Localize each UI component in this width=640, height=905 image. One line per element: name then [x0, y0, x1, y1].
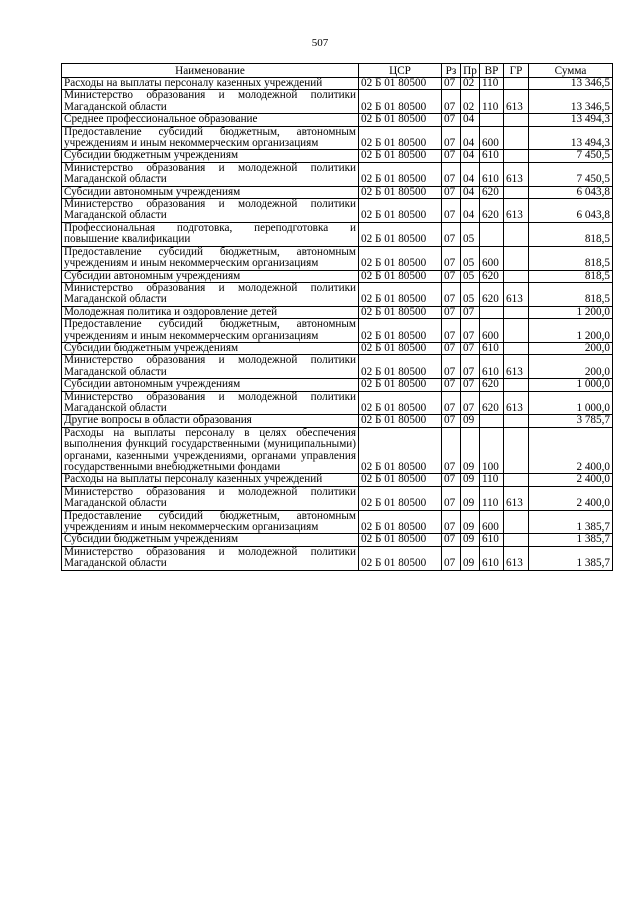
table-row: [62, 391, 613, 415]
row-csr-cell: 02 Б 01 80500: [359, 186, 442, 198]
row-vr-cell: 610: [480, 355, 504, 379]
row-gr-cell: [504, 126, 529, 150]
row-name-cell: Предоставление субсидий бюджетным, автономным учреждениям и иным некоммерческим организациям: [62, 510, 359, 534]
row-sum-cell: 6 043,8: [529, 186, 613, 198]
row-gr-cell: 613: [504, 199, 529, 223]
row-name-cell: Субсидии бюджетным учреждениям: [62, 150, 359, 162]
row-csr-cell: 02 Б 01 80500: [359, 199, 442, 223]
row-rz-cell: 07: [442, 246, 461, 270]
row-vr-cell: 600: [480, 510, 504, 534]
row-gr-cell: [504, 415, 529, 427]
row-name-cell: Молодежная политика и оздоровление детей: [62, 306, 359, 318]
row-rz-cell: 07: [442, 427, 461, 474]
row-sum-cell: 1 000,0: [529, 391, 613, 415]
row-pr-cell: 07: [461, 355, 480, 379]
row-sum-cell: 2 400,0: [529, 474, 613, 486]
page-number: 507: [311, 37, 329, 49]
row-pr-cell: 09: [461, 474, 480, 486]
column-header-csr: ЦСР: [359, 64, 442, 78]
column-header-rz: Рз: [442, 64, 461, 78]
row-sum-cell: 1 200,0: [529, 319, 613, 343]
row-sum-cell: 13 346,5: [529, 78, 613, 90]
row-pr-cell: 09: [461, 427, 480, 474]
row-csr-cell: 02 Б 01 80500: [359, 415, 442, 427]
row-rz-cell: 07: [442, 222, 461, 246]
row-name-cell: Субсидии автономным учреждениям: [62, 186, 359, 198]
row-vr-cell: 620: [480, 379, 504, 391]
table-row: [62, 186, 613, 198]
table-row: [62, 546, 613, 570]
row-csr-cell: 02 Б 01 80500: [359, 114, 442, 126]
row-rz-cell: 07: [442, 126, 461, 150]
row-gr-cell: [504, 379, 529, 391]
row-gr-cell: [504, 222, 529, 246]
row-csr-cell: 02 Б 01 80500: [359, 486, 442, 510]
row-pr-cell: 04: [461, 162, 480, 186]
row-name-cell: Субсидии автономным учреждениям: [62, 379, 359, 391]
row-sum-cell: 200,0: [529, 355, 613, 379]
table-row: [62, 486, 613, 510]
row-csr-cell: 02 Б 01 80500: [359, 342, 442, 354]
table-row: [62, 162, 613, 186]
row-vr-cell: 620: [480, 270, 504, 282]
table-row: [62, 126, 613, 150]
row-sum-cell: 818,5: [529, 282, 613, 306]
row-sum-cell: 13 346,5: [529, 90, 613, 114]
row-sum-cell: 1 385,7: [529, 534, 613, 546]
row-name-cell: Министерство образования и молодежной политики Магаданской области: [62, 546, 359, 570]
row-csr-cell: 02 Б 01 80500: [359, 427, 442, 474]
row-rz-cell: 07: [442, 162, 461, 186]
row-sum-cell: 7 450,5: [529, 162, 613, 186]
row-gr-cell: [504, 306, 529, 318]
row-rz-cell: 07: [442, 90, 461, 114]
column-header-sum: Сумма: [529, 64, 613, 78]
row-rz-cell: 07: [442, 415, 461, 427]
table-row: [62, 282, 613, 306]
table-row: [62, 78, 613, 90]
row-gr-cell: [504, 246, 529, 270]
row-pr-cell: 02: [461, 78, 480, 90]
row-csr-cell: 02 Б 01 80500: [359, 246, 442, 270]
row-vr-cell: 110: [480, 486, 504, 510]
row-gr-cell: 613: [504, 282, 529, 306]
row-sum-cell: 13 494,3: [529, 126, 613, 150]
row-name-cell: Субсидии автономным учреждениям: [62, 270, 359, 282]
row-csr-cell: 02 Б 01 80500: [359, 270, 442, 282]
row-pr-cell: 04: [461, 126, 480, 150]
row-pr-cell: 09: [461, 546, 480, 570]
row-sum-cell: 1 000,0: [529, 379, 613, 391]
row-pr-cell: 04: [461, 186, 480, 198]
column-header-name: Наименование: [62, 64, 359, 78]
row-rz-cell: 07: [442, 510, 461, 534]
table-body: [62, 78, 613, 571]
column-header-pr: Пр: [461, 64, 480, 78]
row-pr-cell: 07: [461, 391, 480, 415]
table-header-row: [62, 64, 613, 78]
row-name-cell: Министерство образования и молодежной политики Магаданской области: [62, 486, 359, 510]
row-vr-cell: 110: [480, 90, 504, 114]
row-sum-cell: 2 400,0: [529, 486, 613, 510]
row-csr-cell: 02 Б 01 80500: [359, 391, 442, 415]
row-sum-cell: 818,5: [529, 222, 613, 246]
row-name-cell: Среднее профессиональное образование: [62, 114, 359, 126]
row-csr-cell: 02 Б 01 80500: [359, 534, 442, 546]
row-sum-cell: 3 785,7: [529, 415, 613, 427]
row-csr-cell: 02 Б 01 80500: [359, 474, 442, 486]
row-vr-cell: 610: [480, 342, 504, 354]
row-gr-cell: [504, 270, 529, 282]
row-pr-cell: 07: [461, 379, 480, 391]
row-pr-cell: 05: [461, 222, 480, 246]
row-rz-cell: 07: [442, 342, 461, 354]
table-row: [62, 222, 613, 246]
row-rz-cell: 07: [442, 534, 461, 546]
row-sum-cell: 7 450,5: [529, 150, 613, 162]
table-row: [62, 342, 613, 354]
budget-table: [61, 63, 613, 571]
table-row: [62, 427, 613, 474]
row-sum-cell: 1 385,7: [529, 546, 613, 570]
row-name-cell: Профессиональная подготовка, переподготовка и повышение квалификации: [62, 222, 359, 246]
row-vr-cell: 100: [480, 427, 504, 474]
row-vr-cell: 600: [480, 319, 504, 343]
row-rz-cell: 07: [442, 474, 461, 486]
row-gr-cell: [504, 319, 529, 343]
row-rz-cell: 07: [442, 270, 461, 282]
row-rz-cell: 07: [442, 391, 461, 415]
table-row: [62, 199, 613, 223]
row-vr-cell: [480, 415, 504, 427]
row-gr-cell: [504, 78, 529, 90]
row-pr-cell: 09: [461, 534, 480, 546]
row-rz-cell: 07: [442, 78, 461, 90]
row-csr-cell: 02 Б 01 80500: [359, 90, 442, 114]
row-pr-cell: 09: [461, 415, 480, 427]
row-csr-cell: 02 Б 01 80500: [359, 319, 442, 343]
row-name-cell: Министерство образования и молодежной политики Магаданской области: [62, 355, 359, 379]
row-gr-cell: 613: [504, 355, 529, 379]
row-pr-cell: 07: [461, 319, 480, 343]
table-row: [62, 319, 613, 343]
table-row: [62, 379, 613, 391]
row-rz-cell: 07: [442, 199, 461, 223]
row-sum-cell: 200,0: [529, 342, 613, 354]
row-vr-cell: 620: [480, 199, 504, 223]
table-row: [62, 510, 613, 534]
row-csr-cell: 02 Б 01 80500: [359, 355, 442, 379]
row-pr-cell: 04: [461, 114, 480, 126]
row-csr-cell: 02 Б 01 80500: [359, 78, 442, 90]
row-vr-cell: 610: [480, 546, 504, 570]
row-pr-cell: 07: [461, 342, 480, 354]
row-pr-cell: 05: [461, 246, 480, 270]
row-vr-cell: [480, 114, 504, 126]
row-csr-cell: 02 Б 01 80500: [359, 222, 442, 246]
row-sum-cell: 1 385,7: [529, 510, 613, 534]
row-gr-cell: [504, 510, 529, 534]
column-header-gr: ГР: [504, 64, 529, 78]
row-name-cell: Предоставление субсидий бюджетным, автономным учреждениям и иным некоммерческим организациям: [62, 126, 359, 150]
row-gr-cell: 613: [504, 546, 529, 570]
row-sum-cell: 818,5: [529, 246, 613, 270]
row-vr-cell: 610: [480, 534, 504, 546]
column-header-vr: ВР: [480, 64, 504, 78]
row-rz-cell: 07: [442, 355, 461, 379]
row-gr-cell: [504, 150, 529, 162]
row-sum-cell: 818,5: [529, 270, 613, 282]
row-csr-cell: 02 Б 01 80500: [359, 282, 442, 306]
row-name-cell: Министерство образования и молодежной политики Магаданской области: [62, 391, 359, 415]
row-rz-cell: 07: [442, 319, 461, 343]
row-sum-cell: 1 200,0: [529, 306, 613, 318]
row-gr-cell: [504, 427, 529, 474]
row-sum-cell: 13 494,3: [529, 114, 613, 126]
row-pr-cell: 05: [461, 282, 480, 306]
row-gr-cell: [504, 474, 529, 486]
row-csr-cell: 02 Б 01 80500: [359, 162, 442, 186]
table-row: [62, 306, 613, 318]
row-rz-cell: 07: [442, 379, 461, 391]
row-gr-cell: [504, 114, 529, 126]
row-gr-cell: [504, 342, 529, 354]
row-csr-cell: 02 Б 01 80500: [359, 126, 442, 150]
row-pr-cell: 05: [461, 270, 480, 282]
table-row: [62, 114, 613, 126]
row-vr-cell: 110: [480, 78, 504, 90]
row-name-cell: Предоставление субсидий бюджетным, автономным учреждениям и иным некоммерческим организациям: [62, 246, 359, 270]
row-name-cell: Министерство образования и молодежной политики Магаданской области: [62, 90, 359, 114]
row-rz-cell: 07: [442, 186, 461, 198]
row-pr-cell: 02: [461, 90, 480, 114]
row-csr-cell: 02 Б 01 80500: [359, 150, 442, 162]
row-name-cell: Другие вопросы в области образования: [62, 415, 359, 427]
table-row: [62, 415, 613, 427]
row-gr-cell: 613: [504, 391, 529, 415]
row-vr-cell: [480, 222, 504, 246]
table-row: [62, 270, 613, 282]
row-csr-cell: 02 Б 01 80500: [359, 510, 442, 534]
row-gr-cell: [504, 186, 529, 198]
row-name-cell: Министерство образования и молодежной политики Магаданской области: [62, 162, 359, 186]
row-csr-cell: 02 Б 01 80500: [359, 379, 442, 391]
table-row: [62, 246, 613, 270]
row-pr-cell: 09: [461, 510, 480, 534]
row-pr-cell: 07: [461, 306, 480, 318]
row-name-cell: Расходы на выплаты персоналу в целях обеспечения выполнения функций государственными (муниципальными) органами, казенными учреждениями, органами управления государственными внебюджетными фондами: [62, 427, 359, 474]
row-sum-cell: 6 043,8: [529, 199, 613, 223]
table-row: [62, 355, 613, 379]
table-row: [62, 150, 613, 162]
table-row: [62, 534, 613, 546]
row-vr-cell: 620: [480, 391, 504, 415]
row-vr-cell: 600: [480, 246, 504, 270]
row-rz-cell: 07: [442, 546, 461, 570]
row-name-cell: Предоставление субсидий бюджетным, автономным учреждениям и иным некоммерческим организациям: [62, 319, 359, 343]
row-rz-cell: 07: [442, 486, 461, 510]
row-vr-cell: 600: [480, 126, 504, 150]
row-gr-cell: [504, 534, 529, 546]
row-csr-cell: 02 Б 01 80500: [359, 546, 442, 570]
table-row: [62, 90, 613, 114]
row-vr-cell: 620: [480, 282, 504, 306]
row-name-cell: Субсидии бюджетным учреждениям: [62, 534, 359, 546]
row-vr-cell: 610: [480, 150, 504, 162]
row-pr-cell: 04: [461, 150, 480, 162]
row-name-cell: Субсидии бюджетным учреждениям: [62, 342, 359, 354]
row-sum-cell: 2 400,0: [529, 427, 613, 474]
row-vr-cell: 620: [480, 186, 504, 198]
row-name-cell: Расходы на выплаты персоналу казенных учреждений: [62, 78, 359, 90]
row-gr-cell: 613: [504, 90, 529, 114]
row-name-cell: Расходы на выплаты персоналу казенных учреждений: [62, 474, 359, 486]
row-gr-cell: 613: [504, 486, 529, 510]
row-rz-cell: 07: [442, 282, 461, 306]
row-csr-cell: 02 Б 01 80500: [359, 306, 442, 318]
row-pr-cell: 09: [461, 486, 480, 510]
table-row: [62, 474, 613, 486]
row-vr-cell: 110: [480, 474, 504, 486]
row-vr-cell: 610: [480, 162, 504, 186]
row-gr-cell: 613: [504, 162, 529, 186]
row-rz-cell: 07: [442, 150, 461, 162]
row-rz-cell: 07: [442, 114, 461, 126]
row-rz-cell: 07: [442, 306, 461, 318]
row-name-cell: Министерство образования и молодежной политики Магаданской области: [62, 282, 359, 306]
row-name-cell: Министерство образования и молодежной политики Магаданской области: [62, 199, 359, 223]
row-vr-cell: [480, 306, 504, 318]
row-pr-cell: 04: [461, 199, 480, 223]
